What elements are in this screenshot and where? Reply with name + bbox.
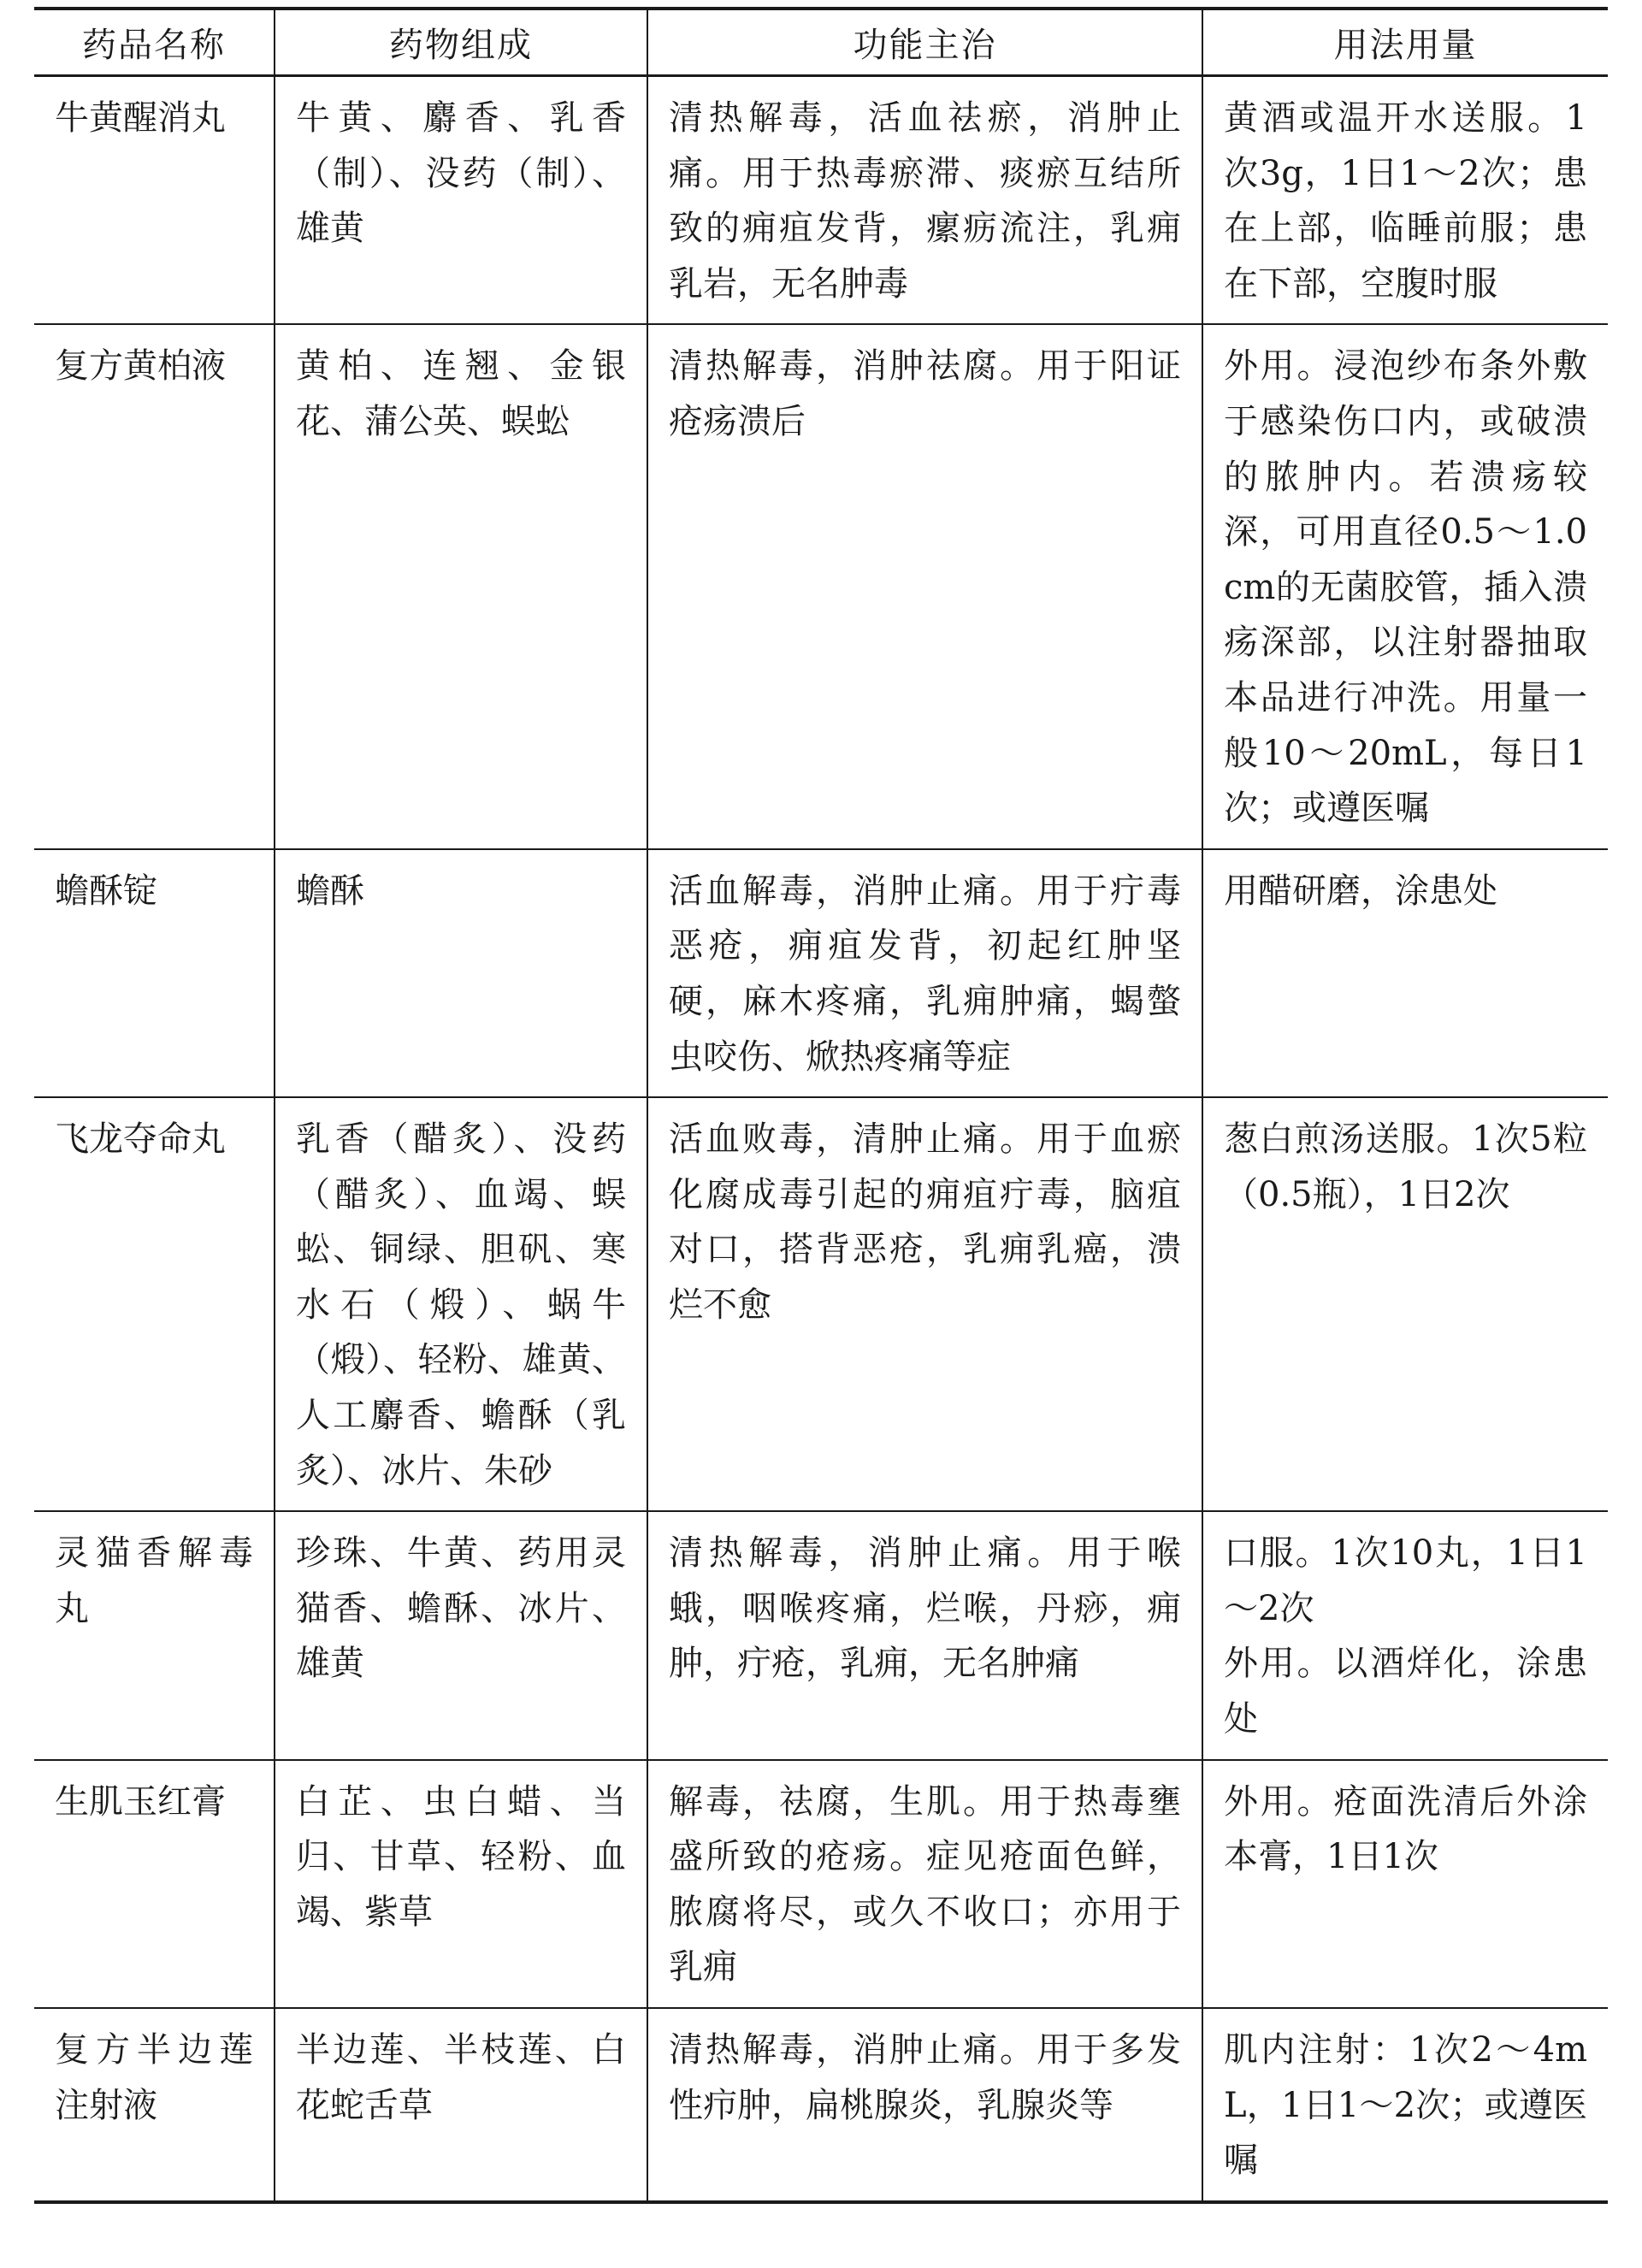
table-body [34,76,1608,2202]
usage-line: 葱白煎汤送服。1次5粒（0.5瓶），1日2次 [1224,1119,1587,1214]
indications-cell: 清热解毒，消肿止痛。用于多发性疖肿，扁桃腺炎，乳腺炎等 [647,2008,1202,2202]
usage-line: 肌内注射：1次2～4mL，1日1～2次；或遵医嘱 [1224,2030,1587,2181]
document-page [34,7,1608,2204]
composition-cell: 蟾酥 [275,849,647,1097]
composition-cell: 乳香（醋炙）、没药（醋炙）、血竭、蜈蚣、铜绿、胆矾、寒水石（煅）、蜗牛（煅）、轻粉、雄黄、人工麝香、蟾酥（乳炙）、冰片、朱砂 [275,1097,647,1511]
table-row [34,849,1608,1097]
header-row [34,9,1608,76]
usage-cell [1202,849,1608,1097]
header-indications: 功能主治 [647,9,1202,76]
usage-cell [1202,1511,1608,1759]
usage-cell [1202,76,1608,325]
usage-line: 口服。1次10丸，1日1～2次 [1224,1533,1587,1628]
composition-cell: 半边莲、半枝莲、白花蛇舌草 [275,2008,647,2202]
drug-name-cell: 生肌玉红膏 [34,1760,275,2008]
usage-cell [1202,2008,1608,2202]
header-drug-name: 药品名称 [34,9,275,76]
usage-cell [1202,1760,1608,2008]
indications-cell: 解毒，祛腐，生肌。用于热毒壅盛所致的疮疡。症见疮面色鲜，脓腐将尽，或久不收口；亦用于乳痈 [647,1760,1202,2008]
usage-line: 外用。以酒烊化，涂患处 [1224,1644,1587,1739]
drug-table [34,7,1608,2204]
table-row [34,1511,1608,1759]
indications-cell: 活血解毒，消肿止痛。用于疔毒恶疮，痈疽发背，初起红肿坚硬，麻木疼痛，乳痈肿痛，蝎螫虫咬伤、焮热疼痛等症 [647,849,1202,1097]
table-row [34,2008,1608,2202]
drug-name-cell: 飞龙夺命丸 [34,1097,275,1511]
drug-name-cell: 复方半边莲注射液 [34,2008,275,2202]
table-row [34,324,1608,848]
indications-cell: 活血败毒，清肿止痛。用于血瘀化腐成毒引起的痈疽疔毒，脑疽对口，搭背恶疮，乳痈乳癌，溃烂不愈 [647,1097,1202,1511]
usage-line: 用醋研磨，涂患处 [1224,871,1497,911]
composition-cell: 珍珠、牛黄、药用灵猫香、蟾酥、冰片、雄黄 [275,1511,647,1759]
drug-name-cell: 灵猫香解毒丸 [34,1511,275,1759]
table-row [34,1760,1608,2008]
table-header [34,9,1608,76]
header-usage-dosage: 用法用量 [1202,9,1608,76]
drug-name-cell: 蟾酥锭 [34,849,275,1097]
table-row [34,1097,1608,1511]
usage-cell [1202,1097,1608,1511]
usage-line: 外用。疮面洗清后外涂本膏，1日1次 [1224,1781,1587,1877]
table-row [34,76,1608,325]
usage-line: 外用。浸泡纱布条外敷于感染伤口内，或破溃的脓肿内。若溃疡较深，可用直径0.5～1.0cm的无菌胶管，插入溃疡深部，以注射器抽取本品进行冲洗。用量一般10～20mL，每日1次；或遵医嘱 [1224,346,1587,829]
composition-cell: 牛黄、麝香、乳香（制）、没药（制）、雄黄 [275,76,647,325]
header-composition: 药物组成 [275,9,647,76]
composition-cell: 白芷、虫白蜡、当归、甘草、轻粉、血竭、紫草 [275,1760,647,2008]
composition-cell: 黄柏、连翘、金银花、蒲公英、蜈蚣 [275,324,647,848]
drug-name-cell: 复方黄柏液 [34,324,275,848]
usage-line: 黄酒或温开水送服。1次3g，1日1～2次；患在上部，临睡前服；患在下部，空腹时服 [1224,98,1587,304]
usage-cell [1202,324,1608,848]
indications-cell: 清热解毒，消肿止痛。用于喉蛾，咽喉疼痛，烂喉，丹痧，痈肿，疔疮，乳痈，无名肿痛 [647,1511,1202,1759]
indications-cell: 清热解毒，消肿祛腐。用于阳证疮疡溃后 [647,324,1202,848]
indications-cell: 清热解毒，活血祛瘀，消肿止痛。用于热毒瘀滞、痰瘀互结所致的痈疽发背，瘰疬流注，乳痈乳岩，无名肿毒 [647,76,1202,325]
drug-name-cell: 牛黄醒消丸 [34,76,275,325]
